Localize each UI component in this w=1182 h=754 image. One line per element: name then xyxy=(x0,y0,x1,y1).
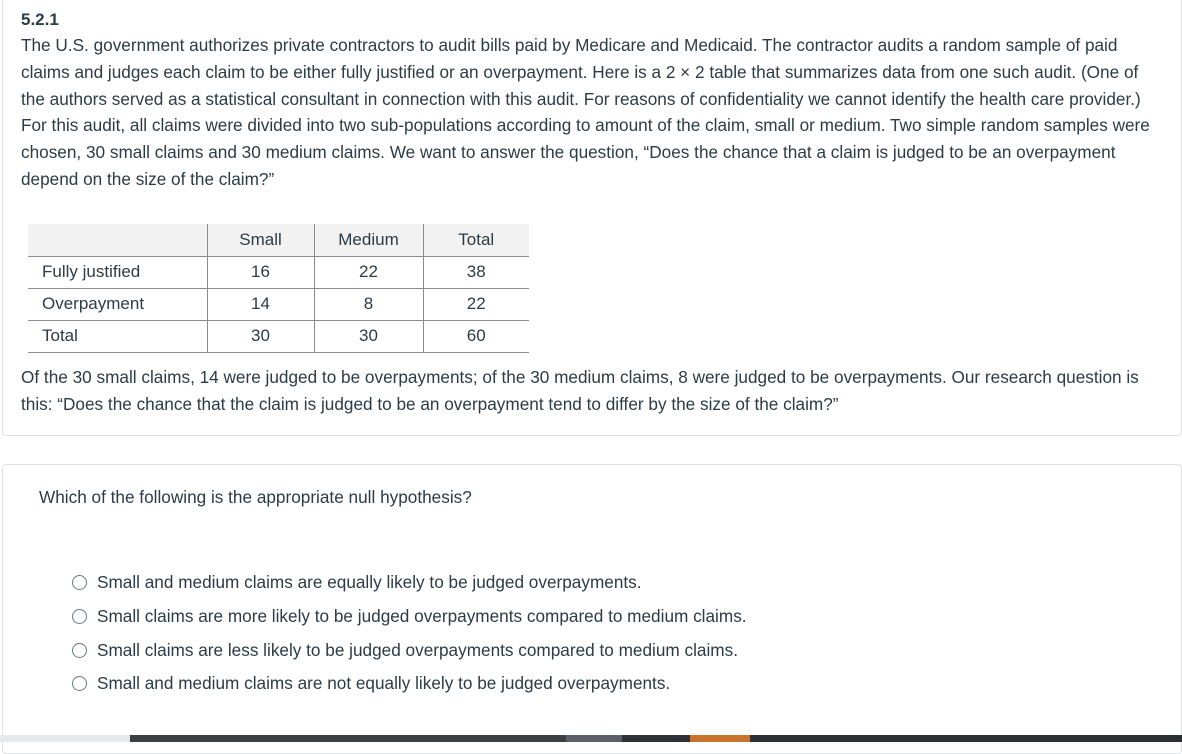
bottom-bar-segment xyxy=(622,735,690,742)
radio-button[interactable] xyxy=(72,676,87,691)
table-cell: 8 xyxy=(314,288,423,320)
table-cell: 22 xyxy=(314,256,423,288)
table-cell: 30 xyxy=(314,320,423,352)
table-row xyxy=(28,256,529,288)
radio-button[interactable] xyxy=(72,575,87,590)
table-row xyxy=(28,288,529,320)
question-followup: Of the 30 small claims, 14 were judged to be overpayments; of the 30 medium claims, 8 were judged to be overpayments. Our research question is this: “Does the chance that the claim is judged to be an overpayment tend to differ by the size of the claim?” xyxy=(21,367,1139,414)
table-row xyxy=(28,320,529,352)
answer-option[interactable] xyxy=(72,600,747,634)
table-row-label: Fully justified xyxy=(28,256,207,288)
table-header-cell: Medium xyxy=(314,224,423,256)
answer-option-label[interactable]: Small claims are more likely to be judged overpayments compared to medium claims. xyxy=(97,606,747,627)
table-header-cell: Total xyxy=(423,224,529,256)
bottom-bar-segment xyxy=(566,735,622,742)
table-cell: 14 xyxy=(207,288,314,320)
answer-option[interactable] xyxy=(72,667,747,701)
answer-option[interactable] xyxy=(72,566,747,600)
answer-option[interactable] xyxy=(72,633,747,667)
bottom-bar-segment xyxy=(130,735,566,742)
table-cell: 16 xyxy=(207,256,314,288)
answer-option-label[interactable]: Small and medium claims are not equally likely to be judged overpayments. xyxy=(97,673,671,694)
table-cell: 30 xyxy=(207,320,314,352)
question-stem: The U.S. government authorizes private contractors to audit bills paid by Medicare and Medicaid. The contractor audits a random sample of paid claims and judges each claim to be either fully justified or an overpayment. Here is a 2 × 2 table that summarizes data from one such audit. (One of the authors served as a statistical consultant in connection with this audit. For reasons of confidentiality we cannot identify the health care provider.) For this audit, all claims were divided into two sub-populations according to amount of the claim, small or medium. Two simple random samples were chosen, 30 small claims and 30 medium claims. We want to answer the question, “Does the chance that a claim is judged to be an overpayment depend on the size of the claim?” xyxy=(21,35,1150,189)
answer-option-label[interactable]: Small claims are less likely to be judged overpayments compared to medium claims. xyxy=(97,639,738,660)
bottom-bar-segment xyxy=(0,735,130,742)
radio-button[interactable] xyxy=(72,609,87,624)
table-header-cell: Small xyxy=(207,224,314,256)
contingency-table xyxy=(28,224,529,353)
table-row-label: Total xyxy=(28,320,207,352)
answer-options xyxy=(72,566,747,701)
table-cell: 22 xyxy=(423,288,529,320)
answer-prompt: Which of the following is the appropriate null hypothesis? xyxy=(39,487,472,507)
bottom-taskbar-strip xyxy=(0,735,1182,742)
radio-button[interactable] xyxy=(72,643,87,658)
table-cell: 60 xyxy=(423,320,529,352)
table-cell: 38 xyxy=(423,256,529,288)
table-header-cell xyxy=(28,224,207,256)
table-row-label: Overpayment xyxy=(28,288,207,320)
bottom-bar-segment xyxy=(690,735,750,742)
question-number: 5.2.1 xyxy=(21,10,59,29)
answer-option-label[interactable]: Small and medium claims are equally likely to be judged overpayments. xyxy=(97,572,642,593)
bottom-bar-segment xyxy=(750,735,1182,742)
table-header-row xyxy=(28,224,529,256)
